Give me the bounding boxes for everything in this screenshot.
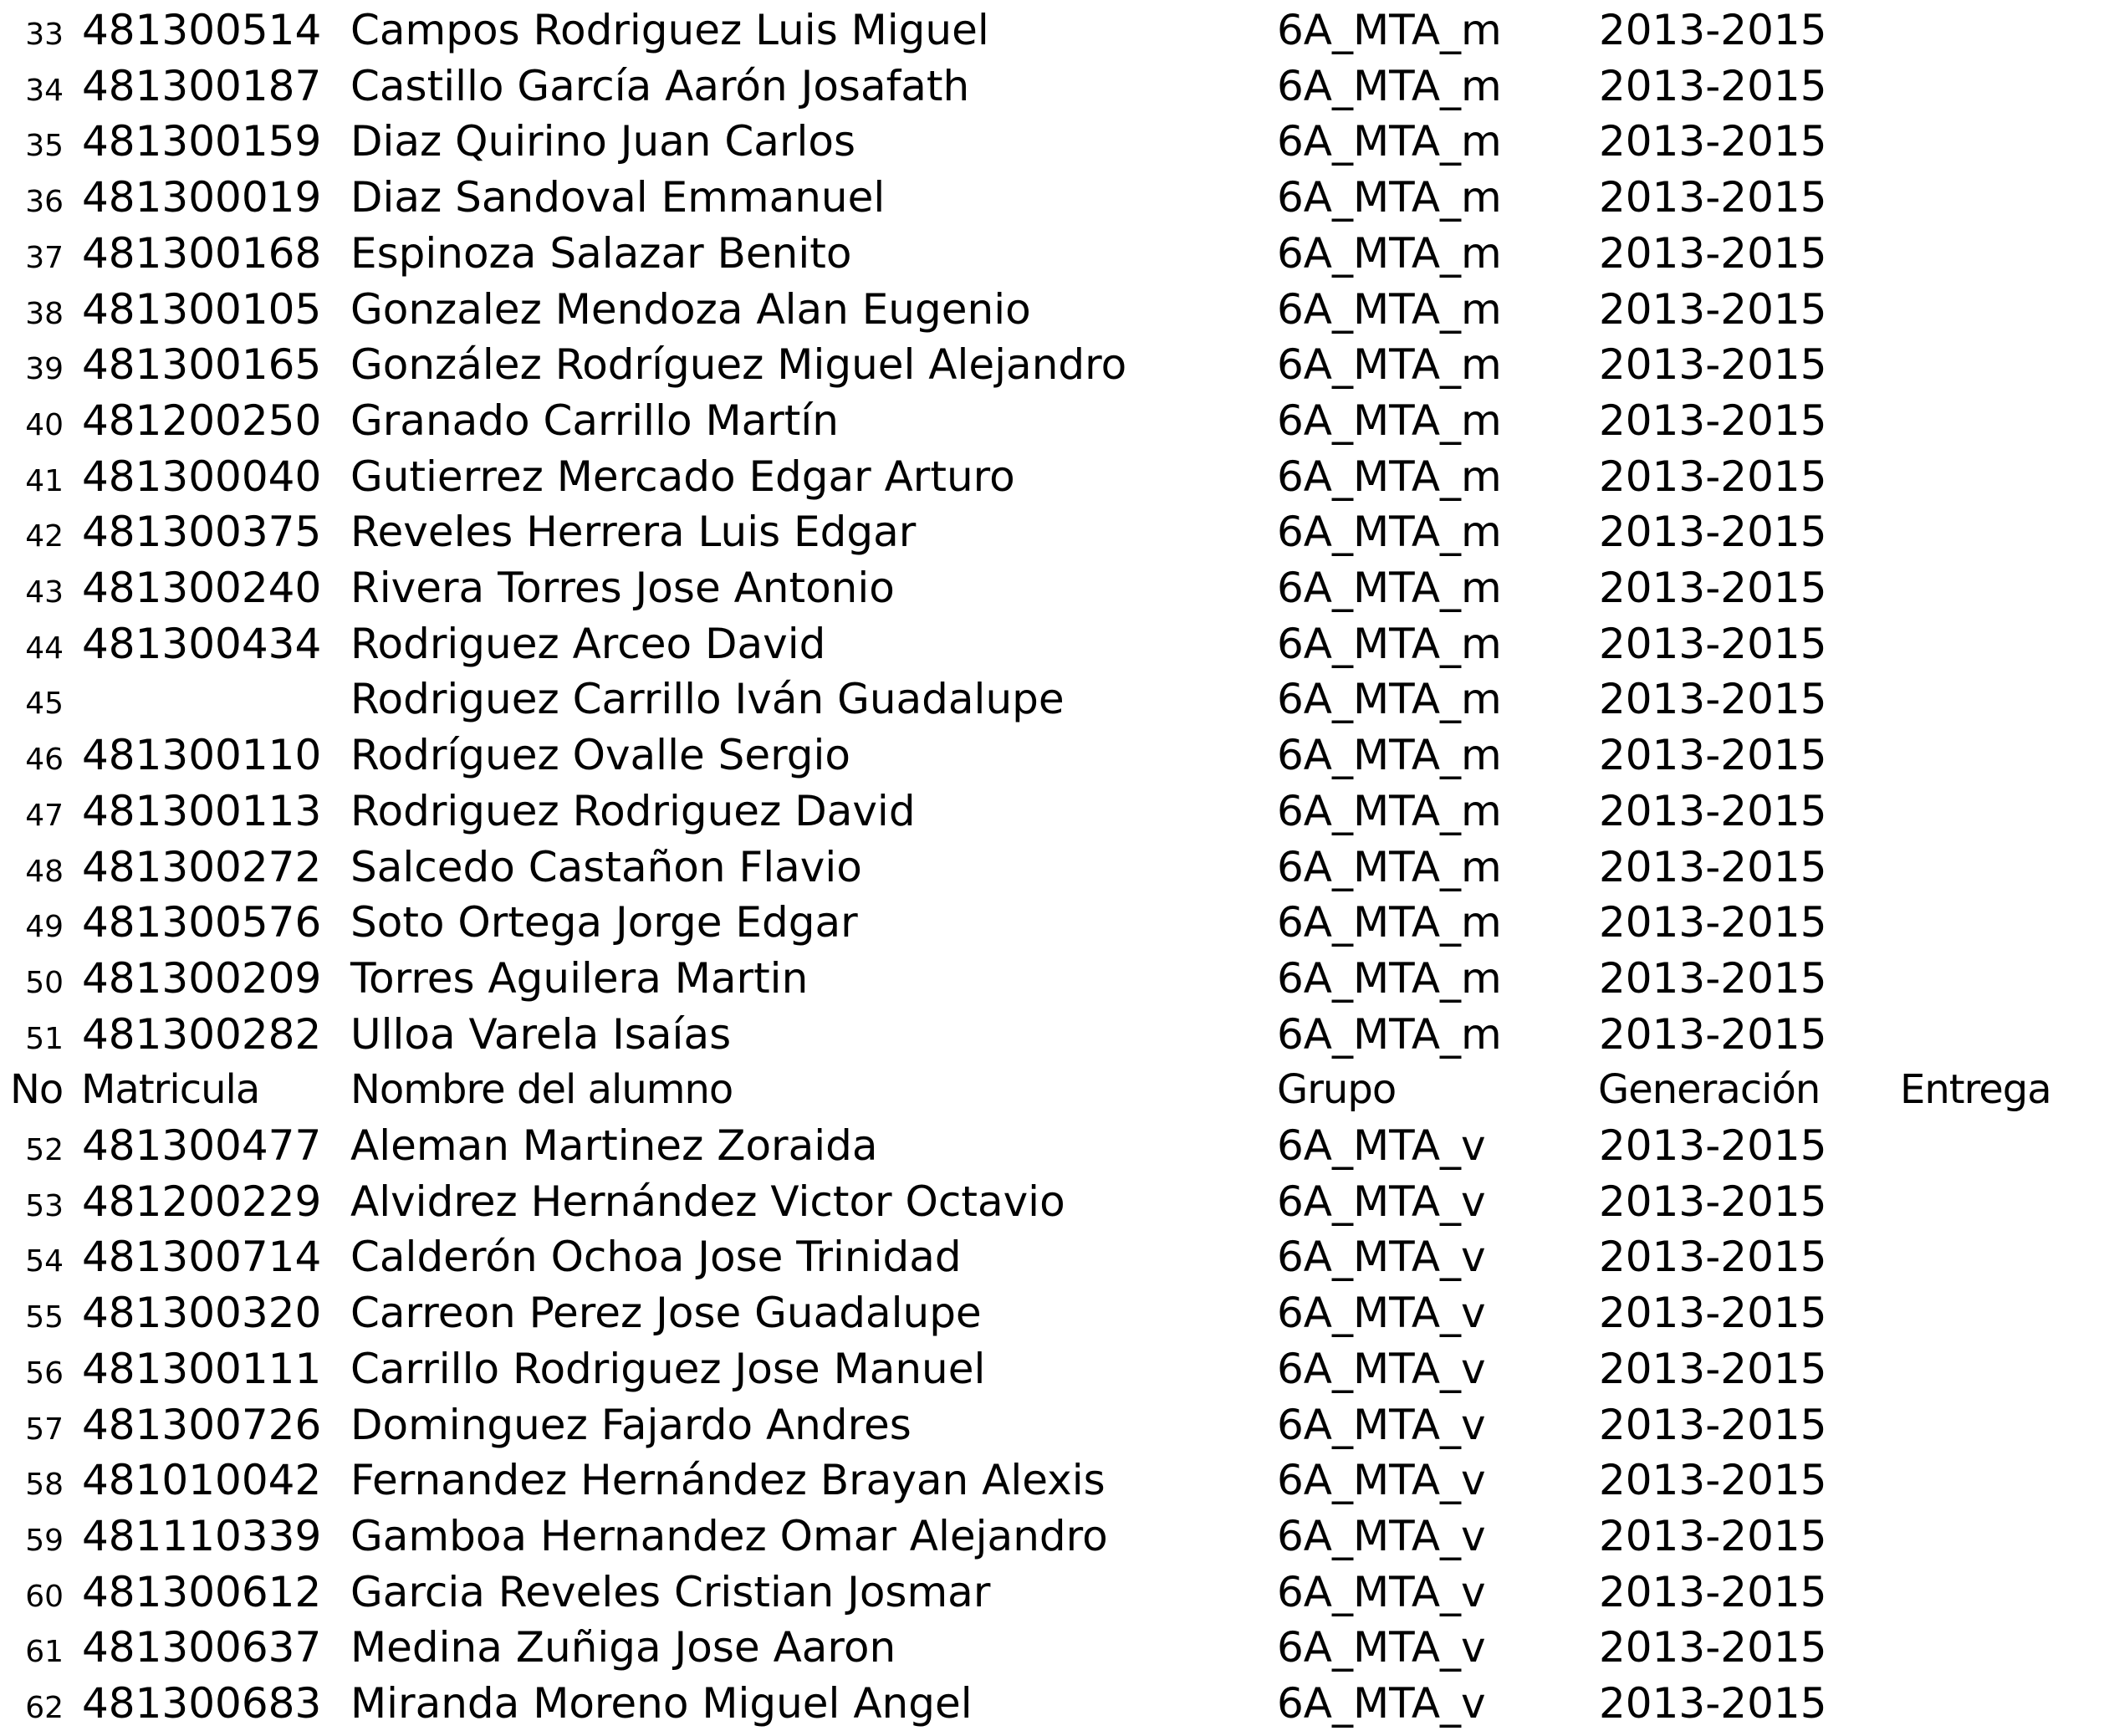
row-number: 60 <box>25 1579 64 1614</box>
row-number: 49 <box>25 910 64 945</box>
row-nombre: Reveles Herrera Luis Edgar <box>350 508 917 557</box>
row-number: 51 <box>25 1021 64 1056</box>
row-nombre: Carrillo Rodriguez Jose Manuel <box>350 1344 986 1393</box>
row-number: 41 <box>25 463 64 498</box>
row-generacion: 2013-2015 <box>1599 675 1827 724</box>
row-grupo: 6A_MTA_m <box>1277 1009 1502 1059</box>
row-generacion: 2013-2015 <box>1599 898 1827 947</box>
row-generacion: 2013-2015 <box>1599 1679 1827 1728</box>
row-matricula: 481110339 <box>82 1511 322 1560</box>
row-number: 50 <box>25 965 64 1000</box>
row-grupo: 6A_MTA_m <box>1277 619 1502 668</box>
row-grupo: 6A_MTA_m <box>1277 396 1502 445</box>
row-number: 48 <box>25 854 64 889</box>
row-grupo: 6A_MTA_m <box>1277 452 1502 501</box>
table-row <box>0 1229 2104 1284</box>
row-nombre: Gamboa Hernandez Omar Alejandro <box>350 1511 1108 1560</box>
row-matricula: 481300375 <box>82 508 322 557</box>
row-grupo: 6A_MTA_v <box>1277 1623 1486 1672</box>
table-row <box>0 1620 2104 1675</box>
row-generacion: 2013-2015 <box>1599 1233 1827 1282</box>
table-row <box>0 1509 2104 1564</box>
row-generacion: 2013-2015 <box>1599 61 1827 110</box>
row-generacion: 2013-2015 <box>1599 284 1827 334</box>
table-row <box>0 282 2104 337</box>
row-number: 40 <box>25 407 64 442</box>
row-nombre: Medina Zuñiga Jose Aaron <box>350 1623 896 1672</box>
row-grupo: 6A_MTA_v <box>1277 1400 1486 1449</box>
row-nombre: Espinoza Salazar Benito <box>350 228 852 278</box>
table-row <box>0 728 2104 783</box>
row-nombre: Salcedo Castañon Flavio <box>350 842 862 891</box>
row-grupo: 6A_MTA_m <box>1277 340 1502 390</box>
row-nombre: Diaz Sandoval Emmanuel <box>350 173 886 222</box>
row-number: 33 <box>25 18 64 52</box>
row-generacion: 2013-2015 <box>1599 842 1827 891</box>
row-nombre: Rivera Torres Jose Antonio <box>350 564 895 612</box>
row-matricula: 481300514 <box>82 6 322 54</box>
row-matricula: 481300168 <box>82 228 322 278</box>
table-row <box>0 671 2104 727</box>
row-grupo: 6A_MTA_m <box>1277 508 1502 557</box>
row-generacion: 2013-2015 <box>1599 564 1827 612</box>
row-generacion: 2013-2015 <box>1599 619 1827 668</box>
row-matricula: 481300209 <box>82 953 322 1003</box>
row-number: 45 <box>25 687 64 722</box>
row-generacion: 2013-2015 <box>1599 396 1827 445</box>
row-nombre: Rodríguez Ovalle Sergio <box>350 731 851 780</box>
table-row <box>0 840 2104 895</box>
row-nombre: Rodriguez Arceo David <box>350 619 826 668</box>
row-number: 59 <box>25 1523 64 1558</box>
row-matricula: 481300576 <box>82 898 322 947</box>
row-generacion: 2013-2015 <box>1599 340 1827 390</box>
row-matricula: 481300637 <box>82 1623 322 1672</box>
row-grupo: 6A_MTA_m <box>1277 117 1502 166</box>
row-generacion: 2013-2015 <box>1599 6 1827 54</box>
table-row <box>0 1397 2104 1453</box>
row-nombre: Torres Aguilera Martin <box>350 953 809 1003</box>
row-number: 57 <box>25 1412 64 1447</box>
row-generacion: 2013-2015 <box>1599 452 1827 501</box>
table-row <box>0 895 2104 950</box>
row-number: 53 <box>25 1188 64 1223</box>
row-grupo: 6A_MTA_m <box>1277 173 1502 222</box>
row-matricula: 481300187 <box>82 61 322 110</box>
table-row <box>0 449 2104 504</box>
row-matricula: 481300110 <box>82 731 322 780</box>
row-grupo: 6A_MTA_m <box>1277 228 1502 278</box>
row-number: 44 <box>25 631 64 666</box>
row-matricula: 481200229 <box>82 1177 322 1226</box>
row-generacion: 2013-2015 <box>1599 1121 1827 1170</box>
row-generacion: 2013-2015 <box>1599 1623 1827 1672</box>
row-generacion: 2013-2015 <box>1599 117 1827 166</box>
row-matricula: 481300113 <box>82 786 322 835</box>
header-matricula: Matricula <box>81 1066 260 1114</box>
table-row <box>0 1174 2104 1229</box>
row-matricula: 481300240 <box>82 564 322 612</box>
row-number: 39 <box>25 352 64 387</box>
row-grupo: 6A_MTA_m <box>1277 953 1502 1003</box>
row-generacion: 2013-2015 <box>1599 1177 1827 1226</box>
header-grupo: Grupo <box>1277 1066 1397 1114</box>
row-grupo: 6A_MTA_v <box>1277 1121 1486 1170</box>
row-nombre: Granado Carrillo Martín <box>350 396 839 445</box>
row-grupo: 6A_MTA_v <box>1277 1567 1486 1616</box>
table-row <box>0 1341 2104 1396</box>
row-generacion: 2013-2015 <box>1599 228 1827 278</box>
row-nombre: Gutierrez Mercado Edgar Arturo <box>350 452 1015 501</box>
row-generacion: 2013-2015 <box>1599 786 1827 835</box>
row-number: 34 <box>25 73 64 108</box>
row-number: 38 <box>25 296 64 331</box>
table-row <box>0 337 2104 392</box>
table-row <box>0 1453 2104 1508</box>
row-generacion: 2013-2015 <box>1599 1400 1827 1449</box>
row-matricula: 481300477 <box>82 1121 322 1170</box>
row-grupo: 6A_MTA_v <box>1277 1679 1486 1728</box>
row-generacion: 2013-2015 <box>1599 1511 1827 1560</box>
row-matricula: 481300019 <box>82 173 322 222</box>
row-generacion: 2013-2015 <box>1599 1289 1827 1338</box>
row-nombre: Diaz Quirino Juan Carlos <box>350 117 856 166</box>
row-nombre: González Rodríguez Miguel Alejandro <box>350 340 1127 390</box>
table-row <box>0 3 2104 58</box>
row-matricula: 481300105 <box>82 284 322 334</box>
table-row <box>0 1285 2104 1340</box>
row-generacion: 2013-2015 <box>1599 953 1827 1003</box>
row-nombre: Rodriguez Carrillo Iván Guadalupe <box>350 675 1065 724</box>
row-nombre: Rodriguez Rodriguez David <box>350 786 916 835</box>
row-matricula: 481300612 <box>82 1567 322 1616</box>
row-matricula: 481010042 <box>82 1456 322 1505</box>
row-matricula: 481300714 <box>82 1233 322 1282</box>
row-number: 58 <box>25 1468 64 1503</box>
row-nombre: Fernandez Hernández Brayan Alexis <box>350 1456 1106 1505</box>
table-row <box>0 504 2104 559</box>
row-nombre: Gonzalez Mendoza Alan Eugenio <box>350 284 1031 334</box>
row-matricula: 481300040 <box>82 452 322 501</box>
row-matricula: 481300320 <box>82 1289 322 1338</box>
row-generacion: 2013-2015 <box>1599 173 1827 222</box>
row-grupo: 6A_MTA_m <box>1277 675 1502 724</box>
table-row <box>0 114 2104 169</box>
row-grupo: 6A_MTA_m <box>1277 564 1502 612</box>
header-entrega: Entrega <box>1900 1066 2051 1114</box>
row-matricula: 481300272 <box>82 842 322 891</box>
row-matricula: 481200250 <box>82 396 322 445</box>
row-nombre: Dominguez Fajardo Andres <box>350 1400 912 1449</box>
row-number: 43 <box>25 575 64 610</box>
row-generacion: 2013-2015 <box>1599 1567 1827 1616</box>
row-nombre: Miranda Moreno Miguel Angel <box>350 1679 973 1728</box>
row-number: 35 <box>25 129 64 164</box>
row-number: 56 <box>25 1356 64 1391</box>
row-grupo: 6A_MTA_v <box>1277 1344 1486 1393</box>
row-number: 62 <box>25 1691 64 1725</box>
row-number: 55 <box>25 1300 64 1335</box>
row-number: 42 <box>25 519 64 554</box>
header-generacion: Generación <box>1598 1066 1821 1114</box>
row-matricula: 481300165 <box>82 340 322 390</box>
table-row <box>0 784 2104 839</box>
table-row <box>0 616 2104 671</box>
row-generacion: 2013-2015 <box>1599 508 1827 557</box>
row-grupo: 6A_MTA_m <box>1277 786 1502 835</box>
row-number: 52 <box>25 1133 64 1167</box>
table-row <box>0 1007 2104 1062</box>
row-nombre: Soto Ortega Jorge Edgar <box>350 898 858 947</box>
table-row <box>0 1676 2104 1731</box>
row-nombre: Ulloa Varela Isaías <box>350 1009 732 1059</box>
row-nombre: Carreon Perez Jose Guadalupe <box>350 1289 982 1338</box>
row-grupo: 6A_MTA_m <box>1277 61 1502 110</box>
row-grupo: 6A_MTA_v <box>1277 1233 1486 1282</box>
row-grupo: 6A_MTA_v <box>1277 1289 1486 1338</box>
table-row <box>0 1118 2104 1173</box>
row-grupo: 6A_MTA_m <box>1277 898 1502 947</box>
row-grupo: 6A_MTA_m <box>1277 6 1502 54</box>
row-number: 37 <box>25 240 64 275</box>
row-matricula: 481300282 <box>82 1009 322 1059</box>
table-row <box>0 226 2104 281</box>
row-generacion: 2013-2015 <box>1599 1456 1827 1505</box>
row-generacion: 2013-2015 <box>1599 1344 1827 1393</box>
row-matricula: 481300683 <box>82 1679 322 1728</box>
row-matricula: 481300434 <box>82 619 322 668</box>
table-row <box>0 170 2104 225</box>
row-nombre: Aleman Martinez Zoraida <box>350 1121 878 1170</box>
table-row <box>0 951 2104 1006</box>
row-number: 61 <box>25 1635 64 1670</box>
row-generacion: 2013-2015 <box>1599 731 1827 780</box>
row-grupo: 6A_MTA_m <box>1277 731 1502 780</box>
table-row <box>0 560 2104 615</box>
row-nombre: Castillo García Aarón Josafath <box>350 61 970 110</box>
row-number: 46 <box>25 743 64 778</box>
row-number: 47 <box>25 798 64 833</box>
row-nombre: Garcia Reveles Cristian Josmar <box>350 1567 991 1616</box>
row-nombre: Campos Rodriguez Luis Miguel <box>350 6 989 54</box>
row-number: 36 <box>25 185 64 220</box>
row-matricula: 481300111 <box>82 1344 322 1393</box>
table-header-row <box>0 1062 2104 1117</box>
table-row <box>0 1565 2104 1620</box>
row-nombre: Alvidrez Hernández Victor Octavio <box>350 1177 1065 1226</box>
row-grupo: 6A_MTA_m <box>1277 284 1502 334</box>
table-row <box>0 59 2104 114</box>
row-number: 54 <box>25 1244 64 1279</box>
header-no: No <box>10 1066 64 1114</box>
row-generacion: 2013-2015 <box>1599 1009 1827 1059</box>
row-nombre: Calderón Ochoa Jose Trinidad <box>350 1233 962 1282</box>
header-nombre: Nombre del alumno <box>350 1066 733 1114</box>
row-grupo: 6A_MTA_m <box>1277 842 1502 891</box>
row-grupo: 6A_MTA_v <box>1277 1456 1486 1505</box>
row-matricula: 481300159 <box>82 117 322 166</box>
table-row <box>0 393 2104 448</box>
row-grupo: 6A_MTA_v <box>1277 1511 1486 1560</box>
row-matricula: 481300726 <box>82 1400 322 1449</box>
row-grupo: 6A_MTA_v <box>1277 1177 1486 1226</box>
